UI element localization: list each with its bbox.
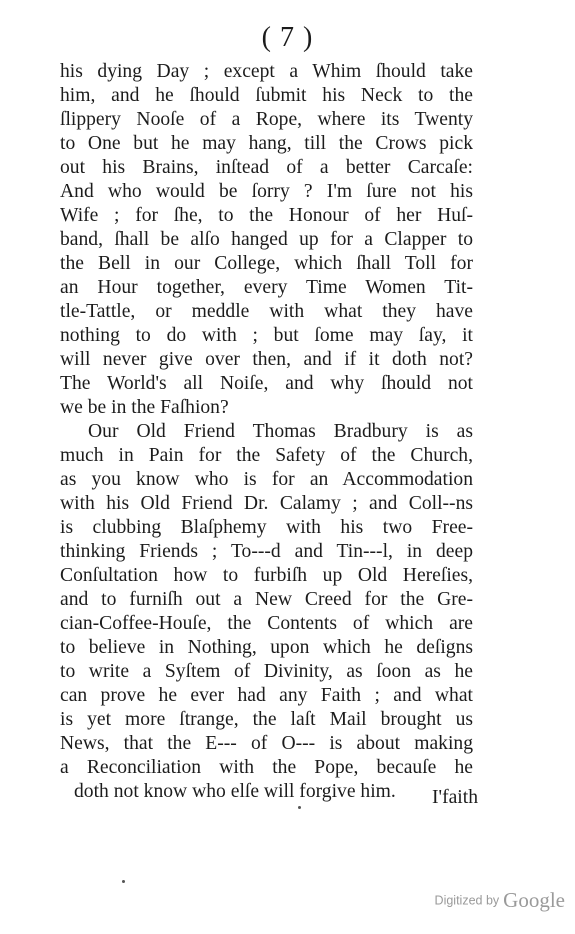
text-line: we be in the Faſhion?	[60, 397, 229, 418]
text-line: News, that the E--- of O--- is about making	[60, 733, 473, 754]
text-line: doth not know who elſe will forgive him.	[74, 781, 396, 802]
text-line: will never give over then, and if it doth not?	[60, 349, 473, 370]
text-line: him, and he ſhould ſubmit his Neck to the	[60, 85, 473, 106]
text-line: thinking Friends ; To---d and Tin---l, in deep	[60, 541, 473, 562]
text-line: out his Brains, inſtead of a better Carcaſe:	[60, 157, 473, 178]
ink-speck	[122, 880, 125, 883]
text-line: And who would be ſorry ? I'm ſure not his	[60, 181, 473, 202]
text-line: as you know who is for an Accommodation	[60, 469, 473, 490]
text-line: cian-Coffee-Houſe, the Contents of which are	[60, 613, 473, 634]
text-line: Wife ; for ſhe, to the Honour of her Huſ-	[60, 205, 473, 226]
catchword: I'faith	[432, 787, 478, 808]
ink-speck	[298, 806, 301, 809]
text-line: Our Old Friend Thomas Bradbury is as	[88, 421, 473, 442]
text-line: can prove he ever had any Faith ; and what	[60, 685, 473, 706]
text-line: a Reconciliation with the Pope, becauſe he	[60, 757, 473, 778]
text-line: nothing to do with ; but ſome may ſay, it	[60, 325, 473, 346]
text-line: to One but he may hang, till the Crows pick	[60, 133, 473, 154]
text-line: The World's all Noiſe, and why ſhould not	[60, 373, 473, 394]
watermark-brand: Google	[503, 888, 565, 912]
text-line: ſlippery Nooſe of a Rope, where its Twenty	[60, 109, 473, 130]
text-line: to write a Syſtem of Divinity, as ſoon as he	[60, 661, 473, 682]
text-line: and to furniſh out a New Creed for the Gre-	[60, 589, 473, 610]
text-line: his dying Day ; except a Whim ſhould take	[60, 61, 473, 82]
text-line: Conſultation how to furbiſh up Old Hereſies,	[60, 565, 473, 586]
text-line: to believe in Nothing, upon which he deſigns	[60, 637, 473, 658]
text-line: is clubbing Blaſphemy with his two Free-	[60, 517, 473, 538]
digitized-watermark	[400, 888, 565, 914]
text-line: much in Pain for the Safety of the Church,	[60, 445, 473, 466]
text-line: with his Old Friend Dr. Calamy ; and Coll--ns	[60, 493, 473, 514]
text-line: tle-Tattle, or meddle with what they have	[60, 301, 473, 322]
text-line: the Bell in our College, which ſhall Toll for	[60, 253, 473, 274]
watermark-prefix: Digitized by	[434, 893, 500, 908]
text-line: an Hour together, every Time Women Tit-	[60, 277, 473, 298]
page-number: ( 7 )	[261, 22, 314, 53]
text-line: band, ſhall be alſo hanged up for a Clapper to	[60, 229, 473, 250]
text-line: is yet more ſtrange, the laſt Mail brought us	[60, 709, 473, 730]
